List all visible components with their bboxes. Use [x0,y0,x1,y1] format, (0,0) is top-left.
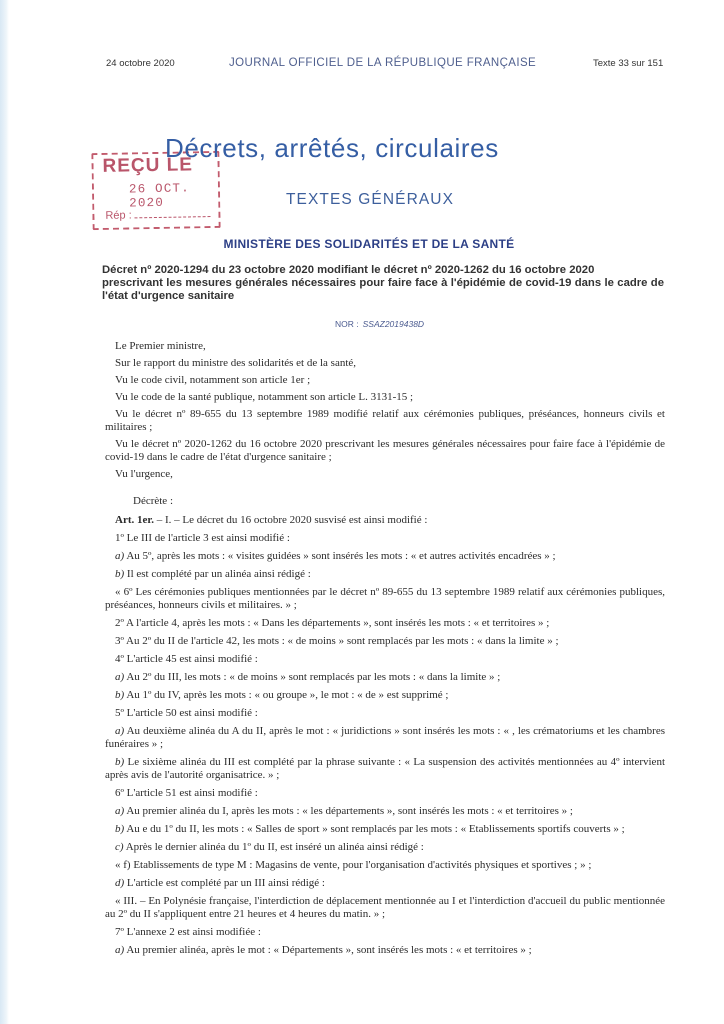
stamp-line [134,216,210,218]
preamble-line: Vu le code civil, notamment son article 1er ; [115,374,311,386]
decree-title [102,264,664,303]
header-date: 24 octobre 2020 [106,58,175,69]
preamble-line: Vu le code de la santé publique, notamment son article L. 3131-15 ; [115,391,414,403]
article-item: a) Au 2º du III, les mots : « de moins » sont remplacés par les mots : « dans la limite » ; [115,671,501,683]
stamp-date: 26 OCT. 2020 [128,181,191,211]
ministry-name: MINISTÈRE DES SOLIDARITÉS ET DE LA SANTÉ [223,237,515,251]
nor-label: NOR : [335,319,359,329]
header-journal-title: JOURNAL OFFICIEL DE LA RÉPUBLIQUE FRANÇAISE [229,57,537,69]
nor-reference [335,319,424,329]
article-1-intro [105,514,665,527]
article-item: « f) Etablissements de type M : Magasins de vente, pour l'organisation d'activités physiques et sportives ; » ; [115,859,592,871]
preamble-line: Sur le rapport du ministre des solidarités et de la santé, [115,357,357,369]
decree-body [105,340,665,957]
article-item: b) Il est complété par un alinéa ainsi rédigé : [115,568,311,580]
article-item: 1º Le III de l'article 3 est ainsi modifié : [115,532,290,544]
preamble-line: Vu l'urgence, [115,468,173,480]
subsection-title: TEXTES GÉNÉRAUX [285,191,455,208]
article-item: 2º A l'article 4, après les mots : « Dans les départements », sont insérés les mots : « et territoires » ; [115,617,550,629]
article-item: b) Au e du 1º du II, les mots : « Salles de sport » sont remplacés par les mots : « Etablissements sportifs couverts » ; [115,823,625,835]
preamble [105,340,665,481]
article-item: « III. – En Polynésie française, l'interdiction de déplacement mentionnée au I et l'interdiction d'accueil du public mentionnée au 2º du II s'appliquent entre 21 heures et 4 heures du matin. » ; [105,895,665,920]
article-item: b) Au 1º du IV, après les mots : « ou groupe », le mot : « de » est supprimé ; [115,689,449,701]
decree-title-rest: prescrivant les mesures générales nécessaires pour faire face à l'épidémie de covid-19 dans le cadre de l'état d'urgence sanitaire [102,277,664,302]
article-item: a) Au premier alinéa, après le mot : « Départements », sont insérés les mots : « et territoires » ; [115,944,532,956]
stamp-recu-label: REÇU LE [102,154,194,177]
preamble-line: Vu le décret nº 89-655 du 13 septembre 1989 modifié relatif aux cérémonies publiques, préséances, honneurs civils et militaires ; [105,408,665,433]
article-1-label: Art. 1er. [115,514,154,526]
article-item: d) L'article est complété par un III ainsi rédigé : [115,877,325,889]
nor-code: SSAZ2019438D [362,319,425,329]
header-text-number: Texte 33 sur 151 [593,58,664,69]
article-item: 5º L'article 50 est ainsi modifié : [115,707,258,719]
article-item: 4º L'article 45 est ainsi modifié : [115,653,258,665]
article-item: 7º L'annexe 2 est ainsi modifiée : [115,926,261,938]
article-item: b) Le sixième alinéa du III est complété par la phrase suivante : « La suspension des activités mentionnées au 4º intervient après avis de l'autorité organisatrice. » ; [105,756,665,781]
article-item: a) Au 5º, après les mots : « visites guidées » sont insérés les mots : « et autres activités encadrées » ; [115,550,556,562]
section-title: Décrets, arrêtés, circulaires [165,133,499,163]
preamble-line: Vu le décret nº 2020-1262 du 16 octobre 2020 prescrivant les mesures générales nécessaires pour faire face à l'épidémie de covid-19 dans le cadre de l'état d'urgence sanitaire ; [105,438,665,463]
article-item: c) Après le dernier alinéa du 1º du II, est inséré un alinéa ainsi rédigé : [115,841,424,853]
article-item: a) Au deuxième alinéa du A du II, après le mot : « juridictions » sont insérés les mots : « , les crématoriums et les chambres funéraires » ; [105,725,665,750]
article-item: a) Au premier alinéa du I, après les mots : « les départements », sont insérés les mots : « et territoires » ; [115,805,573,817]
decrete-line: Décrète : [133,495,173,507]
article-item: « 6º Les cérémonies publiques mentionnées par le décret nº 89-655 du 13 septembre 1989 relatif aux cérémonies publiques, préséances, honneurs civils et militaires. » ; [105,586,665,611]
article-item: 6º L'article 51 est ainsi modifié : [115,787,258,799]
stamp-rep-label: Rép : [105,209,132,222]
article-1-text: – I. – Le décret du 16 octobre 2020 susvisé est ainsi modifié : [156,514,428,526]
preamble-line: Le Premier ministre, [115,340,206,352]
decree-title-line1: Décret nº 2020-1294 du 23 octobre 2020 modifiant le décret nº 2020-1262 du 16 octobre 2020 [102,264,595,276]
article-item: 3º Au 2º du II de l'article 42, les mots : « de moins » sont remplacés par les mots : « dans la limite » ; [115,635,559,647]
article-items [105,532,665,957]
scan-edge [0,0,9,1024]
